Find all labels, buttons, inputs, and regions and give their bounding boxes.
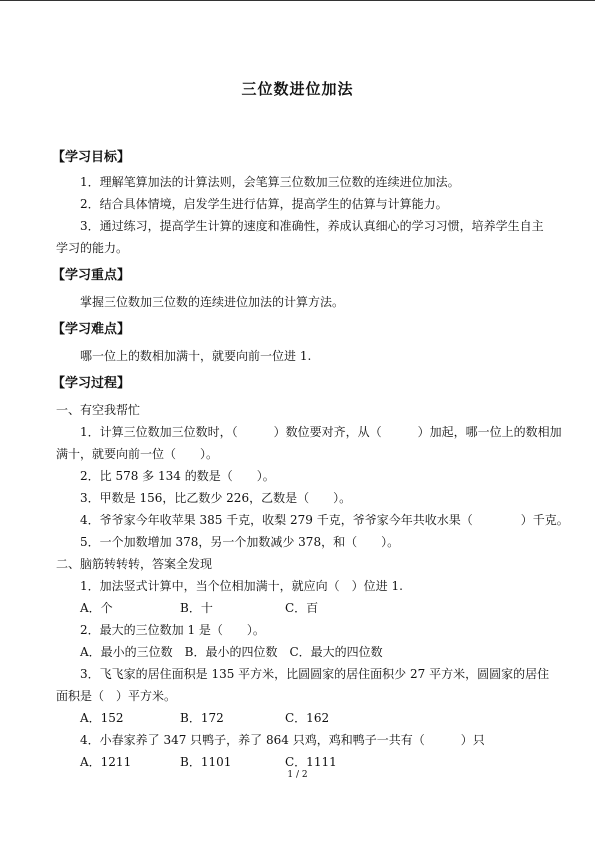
goal-line-4: 学习的能力。 <box>56 241 129 255</box>
part2-q4-option-b: B．1101 <box>180 755 232 769</box>
heading-difficulty: 【学习难点】 <box>52 322 131 337</box>
part1-q5: 5．一个加数增加 378，另一个加数减少 378，和（ ）。 <box>80 535 400 549</box>
part2-q2-options: A．最小的三位数 B．最小的四位数 C．最大的四位数 <box>80 645 383 659</box>
part1-q4: 4．爷爷家今年收苹果 385 千克，收梨 279 千克，爷爷家今年共收水果（ ）千克。 <box>80 513 569 527</box>
key-point-text: 掌握三位数加三位数的连续进位加法的计算方法。 <box>80 295 345 309</box>
goal-line-1: 1．理解笔算加法的计算法则，会笔算三位数加三位数的连续进位加法。 <box>80 175 460 189</box>
heading-learning-goals: 【学习目标】 <box>52 150 131 165</box>
part2-q4: 4．小春家养了 347 只鸭子，养了 864 只鸡，鸡和鸭子一共有（ ）只 <box>80 733 485 747</box>
page-title: 三位数进位加法 <box>241 80 354 98</box>
part2-q3-line1: 3．飞飞家的居住面积是 135 平方米，比圆圆家的居住面积少 27 平方米，圆圆家的居住 <box>80 667 550 681</box>
page-number: 1 / 2 <box>287 770 308 780</box>
part1-q2: 2．比 578 多 134 的数是（ ）。 <box>80 469 275 483</box>
heading-key-points: 【学习重点】 <box>52 268 131 283</box>
part2-q1-option-b: B．十 <box>180 601 213 615</box>
goal-line-2: 2．结合具体情境，启发学生进行估算，提高学生的估算与计算能力。 <box>80 197 448 211</box>
part2-q3-line2: 面积是（ ）平方米。 <box>56 689 177 703</box>
difficulty-text: 哪一位上的数相加满十，就要向前一位进 1. <box>80 349 312 363</box>
part2-q2: 2．最大的三位数加 1 是（ ）。 <box>80 623 265 637</box>
part1-q1-line1: 1．计算三位数加三位数时，（ ）数位要对齐，从（ ）加起，哪一位上的数相加 <box>80 425 562 439</box>
goal-line-3: 3．通过练习，提高学生计算的速度和准确性，养成认真细心的学习习惯，培养学生自主 <box>80 219 544 233</box>
heading-process: 【学习过程】 <box>52 376 131 391</box>
part1-q1-line2: 满十，就要向前一位（ ）。 <box>56 447 219 461</box>
part2-q1-option-c: C．百 <box>285 601 319 615</box>
part2-q3-option-b: B．172 <box>180 711 224 725</box>
part2-q4-option-c: C．1111 <box>285 755 337 769</box>
part1-q3: 3．甲数是 156，比乙数少 226，乙数是（ ）。 <box>80 491 352 505</box>
part2-q3-option-c: C．162 <box>285 711 330 725</box>
part2-title: 二、脑筋转转转，答案全发现 <box>56 557 213 571</box>
part1-title: 一、有空我帮忙 <box>56 403 141 417</box>
top-border-line <box>0 0 595 1</box>
part2-q1: 1．加法竖式计算中，当个位相加满十，就应向（ ）位进 1. <box>80 579 403 593</box>
part2-q1-option-a: A．个 <box>80 601 113 615</box>
part2-q4-option-a: A．1211 <box>80 755 132 769</box>
part2-q3-option-a: A．152 <box>80 711 124 725</box>
